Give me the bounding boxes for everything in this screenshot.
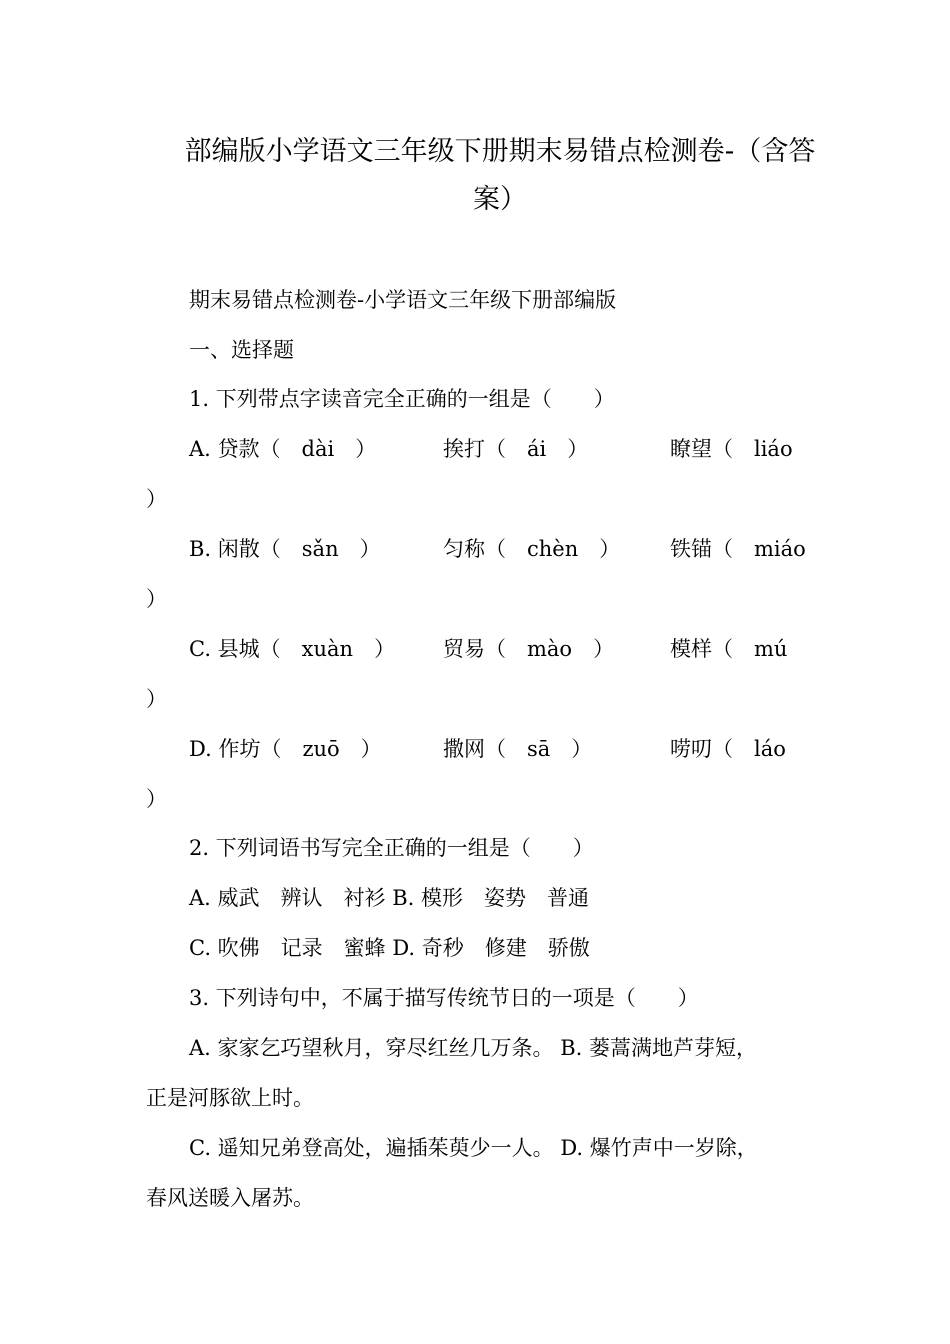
document-title-line-1: 部编版小学语文三年级下册期末易错点检测卷-（含答 — [184, 136, 816, 167]
option-b-item-1: B. 闲散（ sǎn ） — [189, 537, 381, 561]
question-1-option-d — [189, 734, 809, 764]
document-subtitle: 期末易错点检测卷-小学语文三年级下册部编版 — [189, 288, 617, 312]
option-b-close-paren: ） — [146, 587, 167, 611]
question-2-options-cd: C. 吹佛 记录 蜜蜂 D. 奇秒 修建 骄傲 — [189, 936, 590, 960]
option-c-item-2: 贸易（ mào ） — [443, 637, 615, 661]
question-3-options-cd-line-2: 春风送暖入屠苏。 — [146, 1186, 314, 1210]
option-d-close-paren: ） — [146, 787, 167, 811]
question-1-option-b — [189, 534, 809, 564]
option-c-close-paren: ） — [146, 687, 167, 711]
option-d-item-3: 唠叨（ láo — [670, 737, 786, 761]
question-2-options-ab: A. 威武 辨认 衬衫 B. 模形 姿势 普通 — [189, 886, 589, 910]
question-2-stem: 2. 下列词语书写完全正确的一组是（ ） — [189, 836, 594, 860]
option-b-item-2: 匀称（ chèn ） — [443, 537, 621, 561]
question-3-options-cd-line-1: C. 遥知兄弟登高处，遍插茱萸少一人。 D. 爆竹声中一岁除， — [189, 1136, 758, 1160]
option-a-close-paren: ） — [146, 487, 167, 511]
section-heading: 一、选择题 — [189, 338, 294, 362]
option-c-item-3: 模样（ mú — [670, 637, 788, 661]
option-b-item-3: 铁锚（ miáo — [670, 537, 806, 561]
document-title-line-2: 案） — [473, 184, 527, 215]
question-1-option-c — [189, 634, 809, 664]
question-3-stem: 3. 下列诗句中，不属于描写传统节日的一项是（ ） — [189, 986, 699, 1010]
option-d-item-1: D. 作坊（ zuō ） — [189, 737, 382, 761]
option-a-item-2: 挨打（ ái ） — [443, 437, 589, 461]
option-a-item-3: 瞭望（ liáo — [670, 437, 793, 461]
question-1-option-a — [189, 434, 809, 464]
option-d-item-2: 撒网（ sā ） — [443, 737, 593, 761]
option-c-item-1: C. 县城（ xuàn ） — [189, 637, 396, 661]
option-a-item-1: A. 贷款（ dài ） — [189, 437, 377, 461]
question-1-stem: 1. 下列带点字读音完全正确的一组是（ ） — [189, 387, 615, 411]
question-3-options-ab-line-1: A. 家家乞巧望秋月，穿尽红丝几万条。 B. 蒌蒿满地芦芽短， — [189, 1036, 757, 1060]
question-3-options-ab-line-2: 正是河豚欲上时。 — [146, 1086, 314, 1110]
